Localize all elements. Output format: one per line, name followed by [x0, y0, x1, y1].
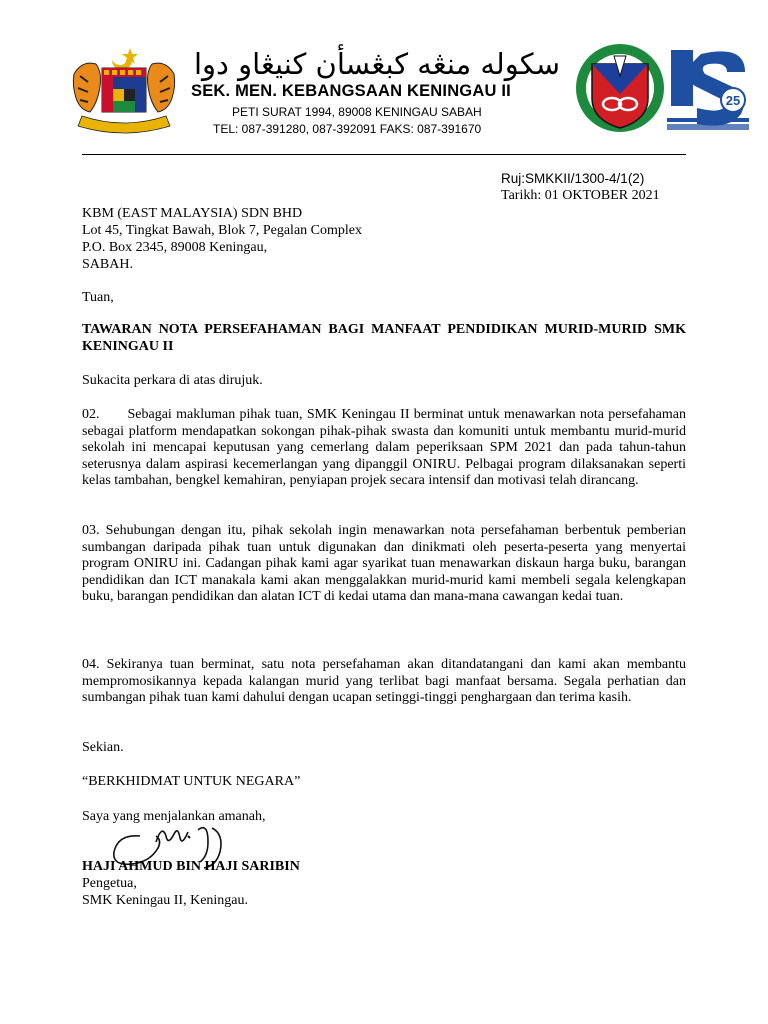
recipient-address [82, 205, 362, 273]
salutation: Tuan, [82, 290, 114, 305]
recipient-line: Lot 45, Tingkat Bawah, Blok 7, Pegalan Complex [82, 223, 362, 238]
school-logo-icon [574, 42, 666, 134]
signatory-title: Pengetua, [82, 876, 137, 891]
program-logo-number: 25 [725, 93, 741, 108]
recipient-line: P.O. Box 2345, 89008 Keningau, [82, 240, 268, 255]
closing-sekian: Sekian. [82, 740, 124, 755]
paragraph-04: 04. Sekiranya tuan berminat, satu nota persefahaman akan ditandatangani dan kami akan membantu mempromosikannya kepada kalangan murid yang terlibat bagi manfaat bersama. Segala perhatian dan sumbangan pihak tuan kami dahului dengan ucapan setinggi-tinggi penghargaan dan terima kasih. [82, 657, 686, 705]
closing-amanah: Saya yang menjalankan amanah, [82, 809, 266, 824]
reference-number: Ruj:SMKKII/1300-4/1(2) [501, 171, 645, 186]
signatory-name: HAJI AHMUD BIN HAJI SARIBIN [82, 859, 300, 874]
recipient-line: SABAH. [82, 257, 133, 272]
paragraph-02: 02. Sebagai makluman pihak tuan, SMK Keningau II berminat untuk menawarkan nota persefahaman sebagai platform mendapatkan sokongan pihak-pihak swasta dan komuniti untuk membantu murid-murid sekolah ini mencapai keputusan yang cemerlang dalam peperiksaan SPM 2021 dan pada tahun-tahun seterusnya dalam aspirasi kecemerlangan yang dipanggil ONIRU. Pelbagai program dilaksanakan seperti kelas tambahan, bengkel kemahiran, penyiapan projek secara intensif dan motivasi telah dirancang. [82, 407, 686, 488]
arabic-school-name: سکوله منڠه کبڠسأن کنيڠاو دوا [193, 47, 561, 81]
recipient-line: KBM (EAST MALAYSIA) SDN BHD [82, 206, 303, 221]
header-divider [82, 154, 686, 155]
letter-date: Tarikh: 01 OKTOBER 2021 [501, 188, 660, 203]
school-address: PETI SURAT 1994, 89008 KENINGAU SABAH [232, 105, 482, 119]
closing-motto: “BERKHIDMAT UNTUK NEGARA” [82, 774, 301, 789]
school-contact: TEL: 087-391280, 087-392091 FAKS: 087-391670 [213, 122, 482, 136]
paragraph-03: 03. Sehubungan dengan itu, pihak sekolah ingin menawarkan nota persefahaman berbentuk pemberian sumbangan daripada pihak tuan untuk digunakan dan dinikmati oleh peserta-peserta yang menyertai program ONIRU ini. Cadangan pihak kami agar syarikat tuan menawarkan diskaun harga buku, barangan pendidikan dan ICT manakala kami akan menggalakkan murid-murid kami membeli segala kelengkapan buku, barangan pendidikan dan alatan ICT di kedai utama dan mana-mana cawangan kedai tuan. [82, 523, 686, 604]
transformation-program-logo-icon [665, 44, 751, 134]
school-name: SEK. MEN. KEBANGSAAN KENINGAU II [191, 82, 511, 100]
signatory-organisation: SMK Keningau II, Keningau. [82, 893, 249, 908]
reference-block [501, 170, 660, 204]
acknowledgement: Sukacita perkara di atas dirujuk. [82, 373, 263, 388]
letter-subject: TAWARAN NOTA PERSEFAHAMAN BAGI MANFAAT PENDIDIKAN MURID-MURID SMK KENINGAU II [82, 322, 686, 354]
coat-of-arms-icon [66, 44, 182, 136]
